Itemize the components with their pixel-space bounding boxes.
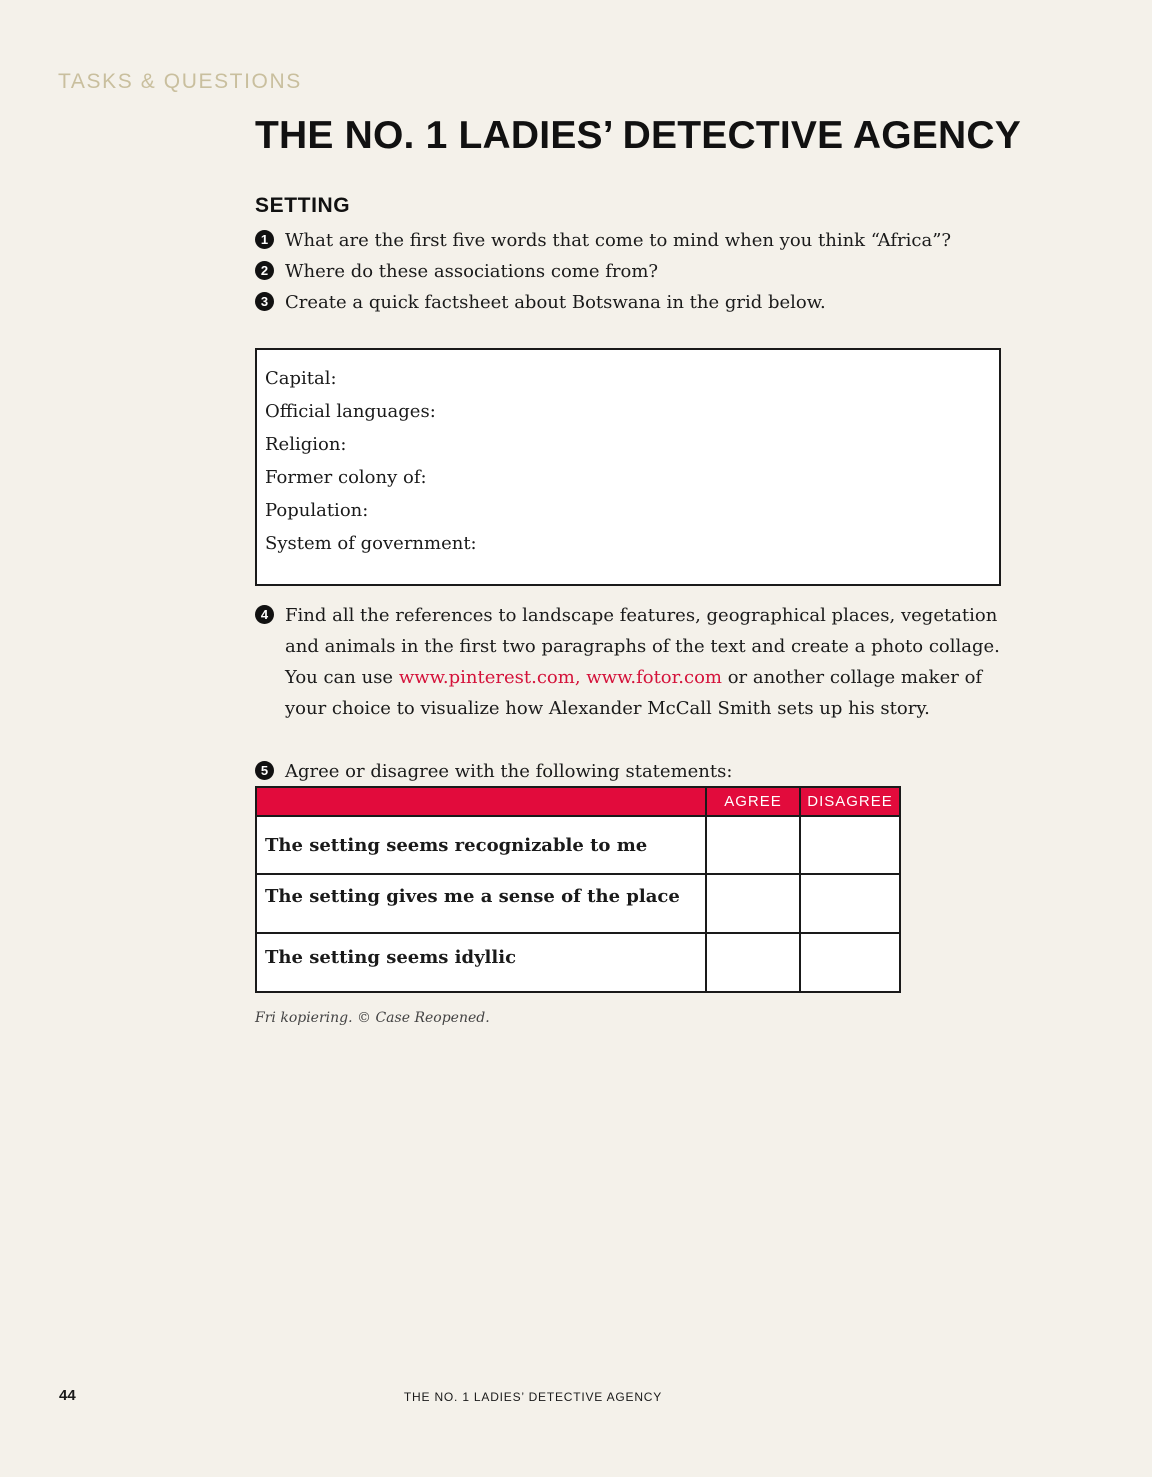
number-badge: 3	[255, 292, 274, 311]
question-text-part: Find all the references to landscape features, geographical places, vegetation and animals in the first two paragraphs of the text and create a photo collage. You can use	[285, 605, 1000, 688]
question-text-part: or another collage maker of your choice to visualize how Alexander McCall Smith sets up his story.	[285, 667, 983, 719]
question-4	[255, 600, 1005, 724]
agree-disagree-table	[255, 786, 901, 993]
section-heading: SETTING	[255, 194, 351, 217]
fact-official-languages: Official languages:	[265, 401, 436, 422]
number-badge: 4	[255, 605, 274, 624]
collage-links[interactable]: www.pinterest.com, www.fotor.com	[398, 667, 722, 688]
agree-checkbox[interactable]	[706, 933, 800, 992]
copyright-note: Fri kopiering. © Case Reopened.	[255, 1010, 490, 1026]
agree-checkbox[interactable]	[706, 874, 800, 933]
fact-population: Population:	[265, 500, 369, 521]
statement-cell: The setting gives me a sense of the place	[256, 874, 706, 933]
fact-system-of-government: System of government:	[265, 533, 477, 554]
question-text: Where do these associations come from?	[285, 261, 659, 282]
page-title: THE NO. 1 LADIES’ DETECTIVE AGENCY	[255, 114, 1021, 157]
page-number: 44	[59, 1387, 76, 1404]
agree-checkbox[interactable]	[706, 816, 800, 874]
number-badge: 1	[255, 230, 274, 249]
question-5	[255, 756, 1005, 787]
question-1	[255, 225, 1005, 256]
statement-cell: The setting seems recognizable to me	[256, 816, 706, 874]
disagree-checkbox[interactable]	[800, 933, 900, 992]
fact-religion: Religion:	[265, 434, 347, 455]
table-row	[256, 933, 900, 992]
disagree-checkbox[interactable]	[800, 874, 900, 933]
table-header-blank	[256, 787, 706, 816]
number-badge: 5	[255, 761, 274, 780]
factsheet-box[interactable]	[255, 348, 1001, 586]
number-badge: 2	[255, 261, 274, 280]
fact-former-colony: Former colony of:	[265, 467, 427, 488]
running-head: THE NO. 1 LADIES’ DETECTIVE AGENCY	[403, 1390, 663, 1404]
fact-capital: Capital:	[265, 368, 337, 389]
statement-cell: The setting seems idyllic	[256, 933, 706, 992]
table-row	[256, 816, 900, 874]
question-text: Create a quick factsheet about Botswana in the grid below.	[285, 292, 826, 313]
question-3	[255, 287, 1005, 318]
disagree-checkbox[interactable]	[800, 816, 900, 874]
column-header-disagree: DISAGREE	[800, 787, 900, 816]
question-2	[255, 256, 1005, 287]
table-row	[256, 874, 900, 933]
section-kicker: TASKS & QUESTIONS	[58, 70, 302, 93]
column-header-agree: AGREE	[706, 787, 800, 816]
question-text: Agree or disagree with the following statements:	[285, 761, 733, 782]
question-text: What are the first five words that come to mind when you think “Africa”?	[285, 230, 952, 251]
table-header-row	[256, 787, 900, 816]
question-text	[285, 600, 1005, 724]
